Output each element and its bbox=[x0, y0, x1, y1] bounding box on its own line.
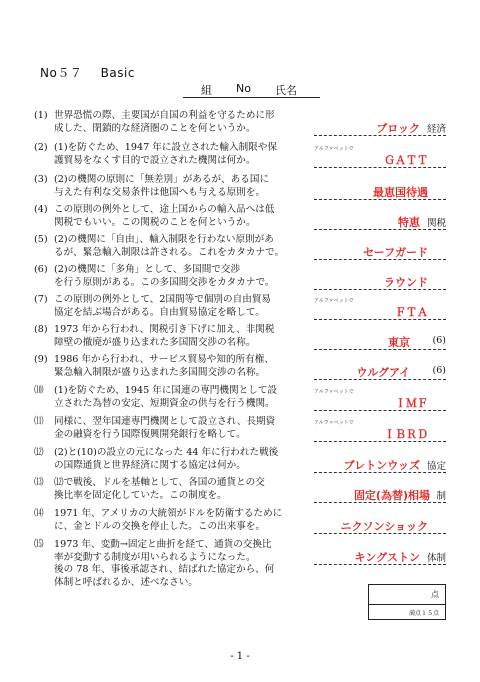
question-item bbox=[34, 477, 309, 502]
question-line: 同様に、翌年国連専門機関として設立され、長期資 bbox=[54, 416, 276, 427]
question-line: (2)と(10)の設立の元になった 44 年に行われた戦後 bbox=[54, 447, 279, 458]
question-item bbox=[34, 324, 309, 349]
question-text bbox=[54, 447, 309, 472]
question-line: を行う原則がある。この多国間交渉をカタカナで。 bbox=[54, 276, 275, 288]
question-line: の国際通貨と世界経済に関する協定は何か。 bbox=[54, 459, 246, 471]
answer-suffix: 経済 bbox=[426, 124, 446, 135]
answer-blank[interactable] bbox=[314, 146, 446, 168]
answer-suffix: 関税 bbox=[426, 218, 446, 229]
question-line: るが、緊急輸入制限は許される。これをカタカナで。 bbox=[54, 246, 285, 258]
question-number: ⑽ bbox=[34, 385, 44, 396]
answer-text: ニクソンショック bbox=[340, 520, 428, 533]
answer-text: 特恵 bbox=[398, 216, 420, 229]
question-line: 1971 年、アメリカの大統領がドルを防衛するために bbox=[54, 508, 283, 519]
question-number: (2) bbox=[34, 142, 48, 153]
question-line: ⑿で戦後、ドルを基軸として、各国の通貨との交 bbox=[54, 477, 265, 488]
worksheet-level: Basic bbox=[100, 66, 135, 80]
question-line: 1973 年、変動→固定と曲折を経て、通貨の交換比 bbox=[54, 539, 272, 550]
answer-text: 東京 bbox=[388, 336, 410, 349]
name-field[interactable] bbox=[183, 82, 320, 98]
question-line: 与えた有利な交易条件は他国へも与える原則を。 bbox=[54, 186, 266, 198]
question-number: (8) bbox=[34, 324, 48, 335]
answer-blank[interactable] bbox=[314, 247, 446, 260]
question-text bbox=[54, 477, 309, 502]
question-number: (5) bbox=[34, 234, 48, 245]
question-line: 1986 年から行われ、サービス貿易や知的所有権、 bbox=[54, 354, 274, 365]
answer-suffix: 体制 bbox=[426, 553, 446, 564]
question-text bbox=[54, 294, 309, 319]
question-item bbox=[34, 416, 309, 441]
question-number: ⒁ bbox=[34, 508, 44, 519]
question-item bbox=[34, 539, 309, 589]
class-label: 組 bbox=[201, 84, 212, 97]
question-line: 成した、閉鎖的な経済圏のことを何というか。 bbox=[54, 122, 256, 134]
question-line: 1973 年から行われ、関税引き下げに加え、非関税 bbox=[54, 324, 275, 335]
answer-blank[interactable] bbox=[314, 277, 446, 290]
answer-text: ＩＭＦ bbox=[395, 397, 428, 410]
answer-text: ブレトンウッズ bbox=[343, 459, 420, 472]
answer-hint: アルファベットで bbox=[314, 298, 354, 304]
answer-suffix: 協定 bbox=[426, 461, 446, 472]
question-line: 後の 78 年、事後承認され、結ばれた協定から、何 bbox=[54, 564, 275, 575]
question-line: 関税でもいい。この関税のことを何というか。 bbox=[54, 216, 256, 228]
question-line: (2)の機関の原則に「無差別」があるが、ある国に bbox=[54, 174, 270, 185]
name-label: 氏名 bbox=[274, 84, 297, 97]
question-line: 世界恐慌の際、主要国が自国の利益を守るために形 bbox=[54, 110, 275, 121]
question-text bbox=[54, 234, 309, 259]
question-text bbox=[54, 416, 309, 441]
answer-text: ブロック bbox=[376, 122, 420, 135]
answer-hint: アルファベットで bbox=[314, 146, 354, 152]
question-item bbox=[34, 508, 309, 533]
question-line: 体制と呼ばれるか、述べなさい。 bbox=[54, 576, 198, 588]
question-item bbox=[34, 294, 309, 319]
answer-blank[interactable] bbox=[314, 187, 446, 200]
question-item bbox=[34, 110, 309, 135]
answer-text: 固定(為替)相場 bbox=[353, 489, 430, 502]
question-line: 協定を結ぶ場合がある。自由貿易協定を略して。 bbox=[54, 306, 265, 318]
answer-hint: アルファベットで bbox=[314, 420, 354, 426]
question-line: 金の融資を行う国際復興開発銀行を略して。 bbox=[54, 428, 246, 440]
answer-text: ラウンド bbox=[384, 276, 428, 289]
question-line: (1)を防ぐため、1947 年に設立された輸入制限や保 bbox=[54, 142, 277, 153]
answer-blank[interactable] bbox=[314, 389, 446, 411]
page-number: - 1 - bbox=[230, 651, 250, 662]
answer-blank[interactable] bbox=[314, 460, 446, 473]
answer-blank[interactable] bbox=[314, 490, 446, 503]
question-item bbox=[34, 142, 309, 167]
answer-suffix: (6) bbox=[432, 365, 446, 376]
answer-text: ＦＴＡ bbox=[395, 306, 428, 319]
question-line: (2)の機関に「多角」として、多国間で交渉 bbox=[54, 264, 241, 275]
question-item bbox=[34, 385, 309, 410]
full-score: 満点１５点 bbox=[408, 610, 439, 617]
question-text bbox=[54, 204, 309, 229]
question-number: (3) bbox=[34, 174, 48, 185]
question-text bbox=[54, 174, 309, 199]
question-line: 護貿易をなくす目的で設立された機関は何か。 bbox=[54, 154, 256, 166]
number-label: No bbox=[236, 82, 251, 95]
worksheet-number: No５７ bbox=[40, 66, 83, 80]
answer-suffix: 制 bbox=[436, 491, 446, 502]
answer-blank[interactable] bbox=[314, 217, 446, 230]
worksheet-header bbox=[40, 64, 135, 81]
answer-blank[interactable] bbox=[314, 552, 446, 565]
question-line: 換比率を固定化していた。この制度を。 bbox=[54, 489, 227, 501]
question-number: ⑿ bbox=[34, 447, 44, 458]
answer-blank[interactable] bbox=[314, 123, 446, 136]
question-text bbox=[54, 539, 309, 589]
question-number: (6) bbox=[34, 264, 48, 275]
answer-suffix: (6) bbox=[432, 335, 446, 346]
answer-hint: アルファベットで bbox=[314, 389, 354, 395]
question-line: 障壁の撤廃が盛り込まれた多国間交渉の名称。 bbox=[54, 336, 256, 348]
question-line: 緊急輸入制限が盛り込まれた多国間交渉の名称。 bbox=[54, 366, 266, 378]
answer-text: 最恵国待遇 bbox=[373, 186, 428, 199]
question-line: 立された為替の安定、短期資金の供与を行う機関。 bbox=[54, 397, 275, 409]
question-number: (7) bbox=[34, 294, 48, 305]
question-text bbox=[54, 142, 309, 167]
question-line: 率が変動する制度が用いられるようになった。 bbox=[54, 551, 256, 563]
question-item bbox=[34, 174, 309, 199]
question-number: ⒂ bbox=[34, 539, 44, 550]
answer-text: ＧＡＴＴ bbox=[384, 154, 428, 167]
question-item bbox=[34, 354, 309, 379]
question-text bbox=[54, 110, 309, 135]
question-line: (2)の機関に「自由」、輸入制限を行わない原則があ bbox=[54, 234, 274, 245]
question-text bbox=[54, 385, 309, 410]
score-box bbox=[368, 584, 446, 620]
question-line: (1)を防ぐため、1945 年に国連の専門機関として設 bbox=[54, 385, 277, 396]
question-number: (1) bbox=[34, 110, 48, 121]
question-line: この原則の例外として、2国間等で個別の自由貿易 bbox=[54, 294, 271, 305]
answer-text: キングストン bbox=[354, 551, 420, 564]
answer-text: セーフガード bbox=[363, 246, 428, 259]
answer-text: ウルグアイ bbox=[356, 366, 410, 379]
answer-blank[interactable] bbox=[314, 521, 446, 534]
question-item bbox=[34, 234, 309, 259]
question-item bbox=[34, 447, 309, 472]
question-item bbox=[34, 204, 309, 229]
question-line: この原則の例外として、途上国からの輸入品へは低 bbox=[54, 204, 275, 215]
question-line: に、金とドルの交換を停止した。この出来事を。 bbox=[54, 520, 266, 532]
question-number: ⒀ bbox=[34, 477, 44, 488]
question-number: ⑾ bbox=[34, 416, 44, 427]
answer-blank[interactable] bbox=[314, 420, 446, 442]
answer-blank[interactable] bbox=[314, 337, 446, 350]
answer-text: ＩＢＲＤ bbox=[384, 428, 428, 441]
question-text bbox=[54, 324, 309, 349]
question-number: (4) bbox=[34, 204, 48, 215]
score-divider bbox=[369, 604, 445, 605]
question-text bbox=[54, 508, 309, 533]
answer-blank[interactable] bbox=[314, 367, 446, 380]
question-number: (9) bbox=[34, 354, 48, 365]
score-unit: 点 bbox=[431, 590, 439, 599]
question-text bbox=[54, 264, 309, 289]
question-text bbox=[54, 354, 309, 379]
answer-blank[interactable] bbox=[314, 298, 446, 320]
question-item bbox=[34, 264, 309, 289]
